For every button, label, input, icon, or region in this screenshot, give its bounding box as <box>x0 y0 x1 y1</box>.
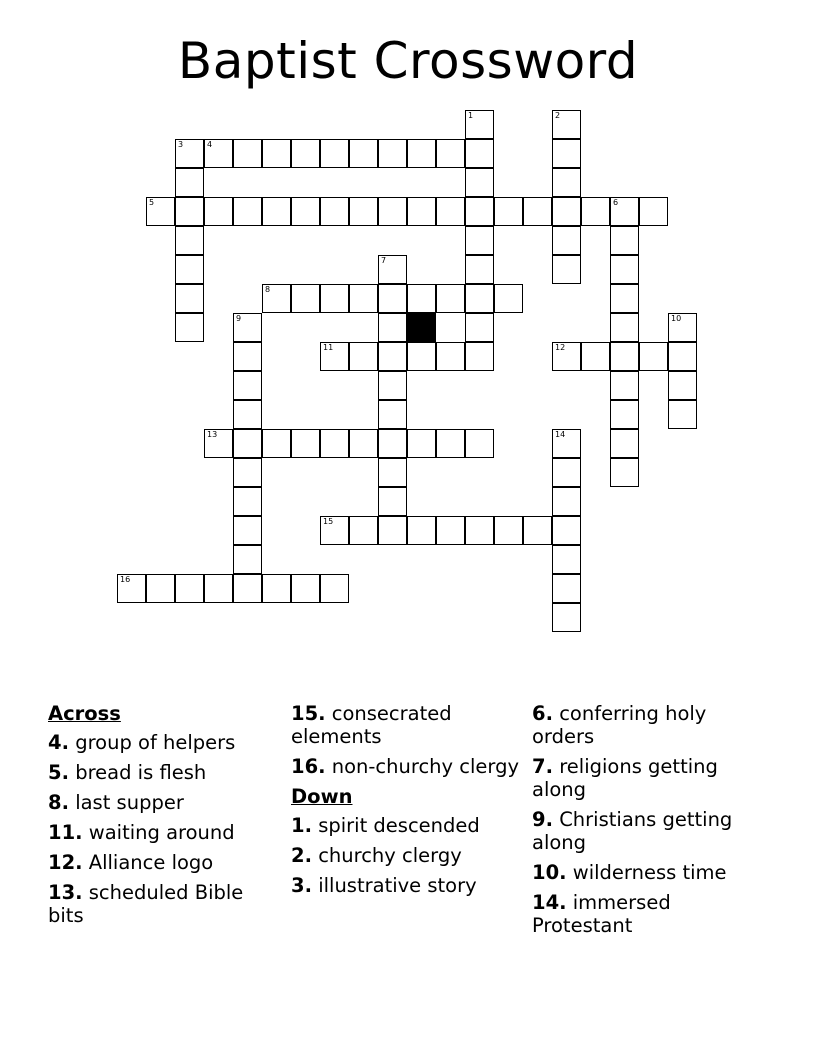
grid-cell[interactable] <box>233 574 262 603</box>
grid-cell[interactable] <box>291 139 320 168</box>
cell-number: 6 <box>613 198 619 207</box>
grid-cell[interactable] <box>581 197 610 226</box>
grid-cell[interactable] <box>552 139 581 168</box>
grid-cell[interactable] <box>436 197 465 226</box>
grid-cell[interactable] <box>262 429 291 458</box>
grid-cell[interactable] <box>668 400 697 429</box>
grid-cell[interactable] <box>320 574 349 603</box>
grid-cell[interactable] <box>465 197 494 226</box>
grid-cell[interactable] <box>320 284 349 313</box>
cell-number: 8 <box>265 285 271 294</box>
clue-text: last supper <box>75 791 184 814</box>
clue-text: churchy clergy <box>318 844 462 867</box>
grid-cell[interactable] <box>204 429 233 458</box>
clue-number: 13. <box>48 881 83 904</box>
grid-cell[interactable] <box>349 516 378 545</box>
clue-text: bread is flesh <box>75 761 207 784</box>
clue-number: 6. <box>532 702 553 725</box>
grid-cell[interactable] <box>378 458 407 487</box>
clue-down-3 <box>291 874 523 897</box>
grid-cell[interactable] <box>581 342 610 371</box>
grid-cell[interactable] <box>494 284 523 313</box>
clue-down-7 <box>532 755 764 801</box>
grid-cell[interactable] <box>610 255 639 284</box>
grid-cell[interactable] <box>349 429 378 458</box>
grid-cell[interactable] <box>233 545 262 574</box>
cell-number: 9 <box>236 314 242 323</box>
grid-cell[interactable] <box>233 342 262 371</box>
clue-down-2 <box>291 844 523 867</box>
grid-cell[interactable] <box>407 342 436 371</box>
clue-down-10 <box>532 861 764 884</box>
grid-cell[interactable] <box>291 429 320 458</box>
grid-cell[interactable] <box>610 226 639 255</box>
grid-cell[interactable] <box>552 255 581 284</box>
grid-cell[interactable] <box>146 574 175 603</box>
grid-cell[interactable] <box>610 197 639 226</box>
clue-number: 10. <box>532 861 567 884</box>
grid-cell[interactable] <box>349 284 378 313</box>
clue-number: 12. <box>48 851 83 874</box>
cell-number: 4 <box>207 140 213 149</box>
grid-cell[interactable] <box>407 516 436 545</box>
clue-down-9 <box>532 808 764 854</box>
clue-text: immersed Protestant <box>532 891 671 937</box>
grid-cell[interactable] <box>668 313 697 342</box>
clue-number: 8. <box>48 791 69 814</box>
clue-number: 1. <box>291 814 312 837</box>
grid-cell[interactable] <box>552 516 581 545</box>
black-cell <box>407 313 436 342</box>
grid-cell[interactable] <box>552 458 581 487</box>
grid-cell[interactable] <box>349 342 378 371</box>
clue-across-15 <box>291 702 523 748</box>
clue-number: 2. <box>291 844 312 867</box>
grid-cell[interactable] <box>407 197 436 226</box>
grid-cell[interactable] <box>378 197 407 226</box>
cell-number: 12 <box>555 343 566 352</box>
grid-cell[interactable] <box>378 516 407 545</box>
grid-cell[interactable] <box>465 516 494 545</box>
clue-text: wilderness time <box>572 861 727 884</box>
grid-cell[interactable] <box>465 313 494 342</box>
clue-number: 5. <box>48 761 69 784</box>
grid-cell[interactable] <box>233 516 262 545</box>
grid-cell[interactable] <box>610 371 639 400</box>
cell-number: 11 <box>323 343 334 352</box>
clue-text: conferring holy orders <box>532 702 707 748</box>
grid-cell[interactable] <box>465 342 494 371</box>
grid-cell[interactable] <box>552 197 581 226</box>
clue-text: waiting around <box>88 821 235 844</box>
grid-cell[interactable] <box>175 255 204 284</box>
cell-number: 13 <box>207 430 218 439</box>
grid-cell[interactable] <box>146 197 175 226</box>
grid-cell[interactable] <box>436 139 465 168</box>
grid-cell[interactable] <box>378 342 407 371</box>
clue-across-12 <box>48 851 280 874</box>
grid-cell[interactable] <box>233 313 262 342</box>
grid-cell[interactable] <box>407 429 436 458</box>
grid-cell[interactable] <box>378 284 407 313</box>
grid-cell[interactable] <box>610 429 639 458</box>
cell-number: 3 <box>178 140 184 149</box>
cell-number: 1 <box>468 111 474 120</box>
grid-cell[interactable] <box>175 226 204 255</box>
grid-cell[interactable] <box>552 603 581 632</box>
grid-cell[interactable] <box>378 429 407 458</box>
grid-cell[interactable] <box>233 197 262 226</box>
grid-cell[interactable] <box>465 226 494 255</box>
grid-cell[interactable] <box>610 284 639 313</box>
grid-cell[interactable] <box>378 313 407 342</box>
grid-cell[interactable] <box>204 139 233 168</box>
grid-cell[interactable] <box>262 197 291 226</box>
clue-number: 15. <box>291 702 326 725</box>
grid-cell[interactable] <box>175 313 204 342</box>
grid-cell[interactable] <box>378 139 407 168</box>
grid-cell[interactable] <box>639 197 668 226</box>
clue-column-3 <box>532 702 764 944</box>
clue-text: spirit descended <box>318 814 480 837</box>
clue-down-1 <box>291 814 523 837</box>
grid-cell[interactable] <box>320 516 349 545</box>
clue-number: 11. <box>48 821 83 844</box>
grid-cell[interactable] <box>407 284 436 313</box>
grid-cell[interactable] <box>233 429 262 458</box>
grid-cell[interactable] <box>465 255 494 284</box>
grid-cell[interactable] <box>465 139 494 168</box>
grid-cell[interactable] <box>175 139 204 168</box>
grid-cell[interactable] <box>436 429 465 458</box>
grid-cell[interactable] <box>349 139 378 168</box>
cell-number: 7 <box>381 256 387 265</box>
grid-cell[interactable] <box>233 371 262 400</box>
grid-cell[interactable] <box>523 197 552 226</box>
clue-across-8 <box>48 791 280 814</box>
clue-across-16 <box>291 755 523 778</box>
grid-cell[interactable] <box>552 342 581 371</box>
grid-cell[interactable] <box>552 226 581 255</box>
cell-number: 15 <box>323 517 334 526</box>
grid-cell[interactable] <box>320 429 349 458</box>
grid-cell[interactable] <box>233 458 262 487</box>
grid-cell[interactable] <box>320 197 349 226</box>
grid-cell[interactable] <box>523 516 552 545</box>
grid-cell[interactable] <box>175 574 204 603</box>
cell-number: 5 <box>149 198 155 207</box>
grid-cell[interactable] <box>552 487 581 516</box>
grid-cell[interactable] <box>465 284 494 313</box>
clue-text: group of helpers <box>75 731 236 754</box>
cell-number: 16 <box>120 575 131 584</box>
grid-cell[interactable] <box>233 139 262 168</box>
grid-cell[interactable] <box>262 284 291 313</box>
grid-cell[interactable] <box>175 168 204 197</box>
clue-text: illustrative story <box>318 874 477 897</box>
grid-cell[interactable] <box>233 487 262 516</box>
clue-number: 9. <box>532 808 553 831</box>
clue-column-2 <box>291 702 523 904</box>
grid-cell[interactable] <box>233 400 262 429</box>
clue-number: 16. <box>291 755 326 778</box>
grid-cell[interactable] <box>378 487 407 516</box>
clue-text: non-churchy clergy <box>331 755 520 778</box>
grid-cell[interactable] <box>465 110 494 139</box>
grid-cell[interactable] <box>117 574 146 603</box>
page-title: Baptist Crossword <box>177 32 639 90</box>
clue-down-14 <box>532 891 764 937</box>
clue-across-11 <box>48 821 280 844</box>
clue-text: scheduled Bible bits <box>48 881 244 927</box>
grid-cell[interactable] <box>175 284 204 313</box>
grid-cell[interactable] <box>291 284 320 313</box>
grid-cell[interactable] <box>291 574 320 603</box>
grid-cell[interactable] <box>610 458 639 487</box>
grid-cell[interactable] <box>349 197 378 226</box>
clue-text: religions getting along <box>532 755 718 801</box>
grid-cell[interactable] <box>436 516 465 545</box>
clue-down-6 <box>532 702 764 748</box>
clue-text: Christians getting along <box>532 808 733 854</box>
clue-number: 7. <box>532 755 553 778</box>
clue-number: 3. <box>291 874 312 897</box>
grid-cell[interactable] <box>494 516 523 545</box>
down-heading: Down <box>291 785 353 808</box>
grid-cell[interactable] <box>436 342 465 371</box>
grid-cell[interactable] <box>639 342 668 371</box>
clue-number: 14. <box>532 891 567 914</box>
grid-cell[interactable] <box>262 574 291 603</box>
clue-across-13 <box>48 881 280 927</box>
grid-cell[interactable] <box>291 197 320 226</box>
grid-cell[interactable] <box>668 371 697 400</box>
clue-text: consecrated elements <box>291 702 452 748</box>
grid-cell[interactable] <box>204 574 233 603</box>
cell-number: 10 <box>671 314 682 323</box>
grid-cell[interactable] <box>320 342 349 371</box>
grid-cell[interactable] <box>378 255 407 284</box>
grid-cell[interactable] <box>204 197 233 226</box>
clue-across-5 <box>48 761 280 784</box>
clue-text: Alliance logo <box>88 851 214 874</box>
grid-cell[interactable] <box>494 197 523 226</box>
clue-across-4 <box>48 731 280 754</box>
grid-cell[interactable] <box>552 429 581 458</box>
grid-cell[interactable] <box>378 371 407 400</box>
grid-cell[interactable] <box>407 139 436 168</box>
grid-cell[interactable] <box>465 429 494 458</box>
grid-cell[interactable] <box>436 284 465 313</box>
grid-cell[interactable] <box>552 110 581 139</box>
cell-number: 14 <box>555 430 566 439</box>
grid-cell[interactable] <box>552 574 581 603</box>
cell-number: 2 <box>555 111 561 120</box>
grid-cell[interactable] <box>610 400 639 429</box>
grid-cell[interactable] <box>610 313 639 342</box>
grid-cell[interactable] <box>552 168 581 197</box>
grid-cell[interactable] <box>610 342 639 371</box>
grid-cell[interactable] <box>378 400 407 429</box>
grid-cell[interactable] <box>320 139 349 168</box>
grid-cell[interactable] <box>175 197 204 226</box>
across-heading: Across <box>48 702 121 725</box>
grid-cell[interactable] <box>262 139 291 168</box>
grid-cell[interactable] <box>465 168 494 197</box>
clue-column-1 <box>48 702 280 934</box>
grid-cell[interactable] <box>668 342 697 371</box>
grid-cell[interactable] <box>552 545 581 574</box>
clue-number: 4. <box>48 731 69 754</box>
